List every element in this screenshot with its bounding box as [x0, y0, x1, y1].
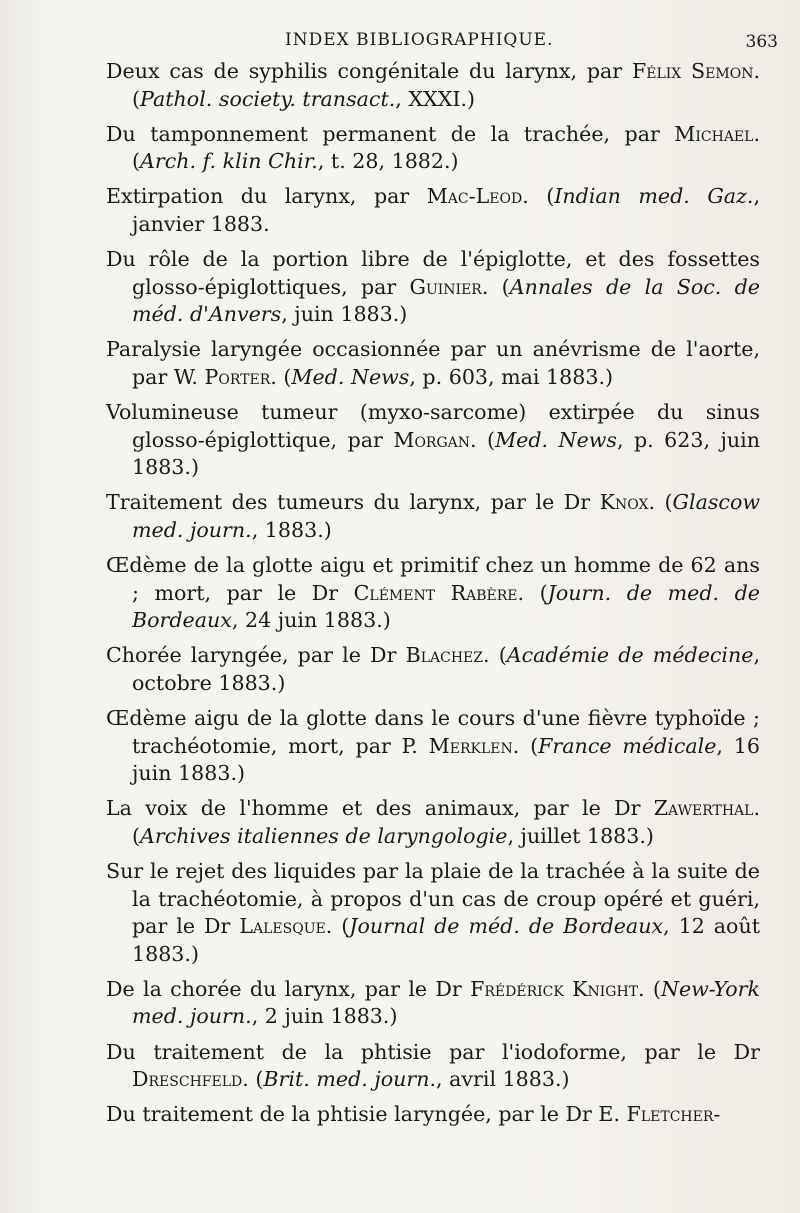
entry-details: , p. 603, mai 1883.) [409, 364, 614, 389]
entry-punct: . ( [132, 796, 760, 848]
bibliography-entry [106, 336, 760, 391]
entry-source: Med. News [495, 427, 617, 452]
entry-details: , juin 1883.) [281, 302, 408, 327]
entry-punct: . ( [648, 490, 673, 515]
entry-punct: . ( [325, 914, 350, 939]
entry-author: Dreschfeld [132, 1067, 243, 1092]
entry-title: Paralysie laryngée occasionnée par un anévrisme de l'aorte, par W. [106, 337, 760, 389]
entry-source: Journal de méd. de Bordeaux [349, 914, 664, 939]
bibliography-entry [106, 183, 760, 238]
bibliography-entry [106, 399, 760, 482]
entry-details: , p. 623, juin 1883.) [132, 427, 761, 480]
entry-punct: . ( [483, 643, 507, 668]
entry-title: Sur le rejet des liquides par la plaie de la trachée à la suite de la trachéotomie, à propos d'un cas de croup opéré et guéri, par le Dr [106, 858, 760, 939]
entry-author: Morgan [393, 427, 471, 452]
entry-punct: . ( [481, 274, 510, 299]
entry-title: La voix de l'homme et des animaux, par le Dr [106, 796, 654, 821]
entry-details: , 12 août 1883.) [132, 914, 760, 966]
entry-title: Du tamponnement permanent de la trachée, par [106, 121, 675, 146]
page-number: 363 [745, 32, 778, 52]
entry-author: Lalesque [239, 914, 326, 939]
entry-details: , juillet 1883.) [507, 823, 654, 848]
entry-source: Journ. de med. de Bordeaux [132, 580, 760, 633]
bibliography-entry [106, 858, 760, 968]
entry-source: Académie de médecine [506, 643, 754, 668]
entry-punct: . ( [638, 976, 661, 1001]
entry-source: Pathol. society. transact. [140, 86, 396, 111]
entry-details: , 1883.) [251, 517, 332, 542]
entry-details: , octobre 1883.) [132, 643, 760, 695]
entry-source: France médicale [538, 733, 717, 758]
entry-title: Volumineuse tumeur (myxo-sarcome) extirpée du sinus glosso-épiglottique, par [106, 400, 760, 452]
entry-punct: . ( [522, 184, 555, 209]
bibliography-entry [106, 795, 760, 850]
entry-punct: . ( [512, 733, 539, 758]
entry-details: , 2 juin 1883.) [251, 1004, 398, 1029]
bibliography-entry [106, 1101, 760, 1129]
bibliography-entry [106, 642, 760, 697]
entry-title: Deux cas de syphilis congénitale du larynx, par [106, 59, 632, 83]
entry-author: Félix Semon [631, 59, 754, 83]
entry-title: Du traitement de la phtisie par l'iodoforme, par le Dr [106, 1039, 760, 1064]
entry-punct: . ( [270, 364, 292, 389]
bibliography-entry [106, 705, 760, 788]
entry-author: Guinier [409, 274, 482, 299]
entry-punct: . ( [242, 1067, 264, 1092]
entry-title: Traitement des tumeurs du larynx, par le Dr [106, 490, 600, 515]
entry-title: Œdème aigu de la glotte dans le cours d'une fièvre typhoïde ; trachéotomie, mort, par P. [106, 705, 760, 758]
bibliography-entry [106, 246, 760, 329]
entry-author: Blachez [405, 643, 483, 668]
bibliography-entry [106, 489, 760, 544]
entry-source: Annales de la Soc. de méd. d'Anvers [132, 274, 760, 327]
entry-title: Du rôle de la portion libre de l'épiglotte, et des fossettes glosso-épiglottiques, par [106, 247, 760, 299]
bibliography-entry [106, 58, 760, 113]
entry-author: Michael [674, 121, 754, 146]
entry-author: Fletcher- [626, 1102, 721, 1127]
entry-source: Arch. f. klin Chir. [140, 149, 318, 174]
entry-title: Œdème de la glotte aigu et primitif chez un homme de 62 ans ; mort, par le Dr [106, 553, 760, 605]
bibliography-list [106, 58, 760, 1136]
entry-details: , janvier 1883. [132, 184, 760, 236]
entry-author: Merklen [428, 733, 513, 758]
bibliography-entry [106, 552, 760, 635]
entry-source: New-York med. journ. [132, 976, 760, 1029]
entry-source: Glascow med. journ. [132, 490, 760, 542]
running-title: INDEX BIBLIOGRAPHIQUE. [285, 30, 554, 50]
entry-title: Du traitement de la phtisie laryngée, par le Dr E. [106, 1102, 627, 1127]
entry-author: Knox [599, 490, 649, 515]
entry-details: , t. 28, 1882.) [317, 149, 459, 174]
entry-author: Frédérick Knight [470, 976, 639, 1001]
entry-author: Porter [204, 364, 271, 389]
entry-details: , XXXI.) [395, 86, 476, 111]
bibliography-entry [106, 976, 760, 1031]
entry-source: Indian med. Gaz. [554, 184, 754, 209]
entry-details: , 24 juin 1883.) [231, 608, 391, 633]
entry-details: , avril 1883.) [436, 1067, 570, 1092]
entry-author: Zawerthal [653, 796, 754, 821]
page-header [0, 30, 800, 60]
entry-punct: . ( [132, 121, 760, 174]
entry-punct: . ( [517, 580, 548, 605]
bibliography-entry [106, 1039, 760, 1094]
entry-punct: . ( [132, 59, 760, 111]
entry-title: Chorée laryngée, par le Dr [106, 643, 406, 668]
entry-author: Clément Rabère [353, 580, 518, 605]
entry-author: Mac-Leod [426, 184, 523, 209]
entry-title: De la chorée du larynx, par le Dr [106, 976, 471, 1001]
entry-details: , 16 juin 1883.) [132, 733, 760, 786]
entry-punct: . ( [470, 427, 496, 452]
entry-title: Extirpation du larynx, par [106, 184, 427, 209]
entry-source: Med. News [291, 364, 410, 389]
bibliography-entry [106, 121, 760, 176]
entry-source: Brit. med. journ. [263, 1067, 437, 1092]
entry-source: Archives italiennes de laryngologie [140, 823, 508, 848]
